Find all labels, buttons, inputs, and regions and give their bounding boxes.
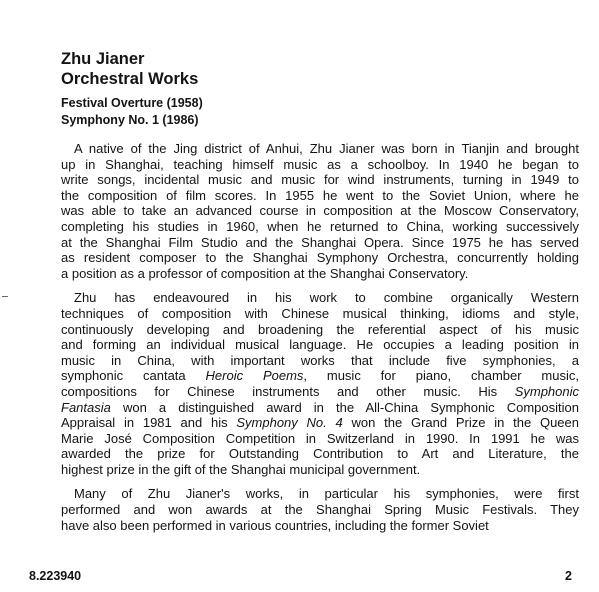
paragraph-performances	[61, 486, 579, 533]
paragraph-biography	[61, 141, 579, 281]
work-title-italic: Symphony No. 4	[236, 415, 343, 431]
text-line: Many of Zhu Jianer's works, in particular his symphonies, were first	[74, 486, 579, 502]
body-text	[61, 141, 579, 542]
text-line: a position as a professor of composition at the Shanghai Conservatory.	[61, 265, 469, 281]
page-title	[61, 49, 198, 89]
text-line: techniques of composition with Chinese musical thinking, idioms and style,	[61, 305, 579, 321]
paragraph-style	[61, 290, 579, 477]
page-number: 2	[565, 569, 572, 583]
text-line: compositions for Chinese instruments and other music. His Symphonic	[61, 383, 579, 399]
text-line: was able to take an advanced course in composition at the Moscow Conservatory,	[61, 203, 579, 219]
text-line: Appraisal in 1981 and his Symphony No. 4 won the Grand Prize in the Queen	[61, 415, 579, 431]
text-line: A native of the Jing district of Anhui, Zhu Jianer was born in Tianjin and brought	[74, 141, 579, 156]
text-line: continuously developing and broadening the referential aspect of his music	[61, 321, 579, 337]
text-line: up in Shanghai, teaching himself music as a schoolboy. In 1940 he began to	[61, 156, 579, 172]
work-title-italic: Heroic Poems	[205, 368, 304, 384]
text-line: as resident composer to the Shanghai Symphony Orchestra, concurrently holding	[61, 250, 579, 266]
work-title-1: Festival Overture (1958)	[61, 96, 203, 110]
text-line: symphonic cantata Heroic Poems, music for piano, chamber music,	[61, 368, 579, 384]
text-line: write songs, incidental music and music for wind instruments, turning in 1949 to	[61, 172, 579, 188]
work-title-2: Symphony No. 1 (1986)	[61, 113, 199, 127]
text-line: Fantasia won a distinguished award in the All-China Symphonic Composition	[61, 399, 579, 415]
work-list	[61, 95, 203, 129]
text-line: performed and won awards at the Shanghai Spring Music Festivals. They	[61, 502, 579, 518]
text-line: completing his studies in 1960, when he returned to China, working successively	[61, 218, 579, 234]
text-line: music in China, with important works that include five symphonies, a	[61, 352, 579, 368]
title-collection: Orchestral Works	[61, 70, 199, 88]
work-title-italic: Symphonic	[514, 383, 579, 399]
work-title-italic: Fantasia	[61, 399, 111, 415]
margin-mark	[2, 296, 8, 297]
text-line: Zhu has endeavoured in his work to combine organically Western	[74, 290, 579, 306]
text-line: the composition of film scores. In 1955 he went to the Soviet Union, where he	[61, 187, 579, 203]
title-composer: Zhu Jianer	[61, 50, 145, 68]
text-line: have also been performed in various countries, including the former Soviet	[61, 517, 489, 533]
text-line: highest prize in the gift of the Shanghai municipal government.	[61, 461, 421, 477]
text-line: Marie José Composition Competition in Switzerland in 1990. In 1991 he was	[61, 430, 579, 446]
text-line: awarded the prize for Outstanding Contribution to Art and Literature, the	[61, 446, 579, 462]
text-line: and forming an individual musical language. He occupies a leading position in	[61, 337, 579, 353]
catalog-number: 8.223940	[29, 569, 82, 583]
text-line: at the Shanghai Film Studio and the Shanghai Opera. Since 1975 he has served	[61, 234, 579, 250]
